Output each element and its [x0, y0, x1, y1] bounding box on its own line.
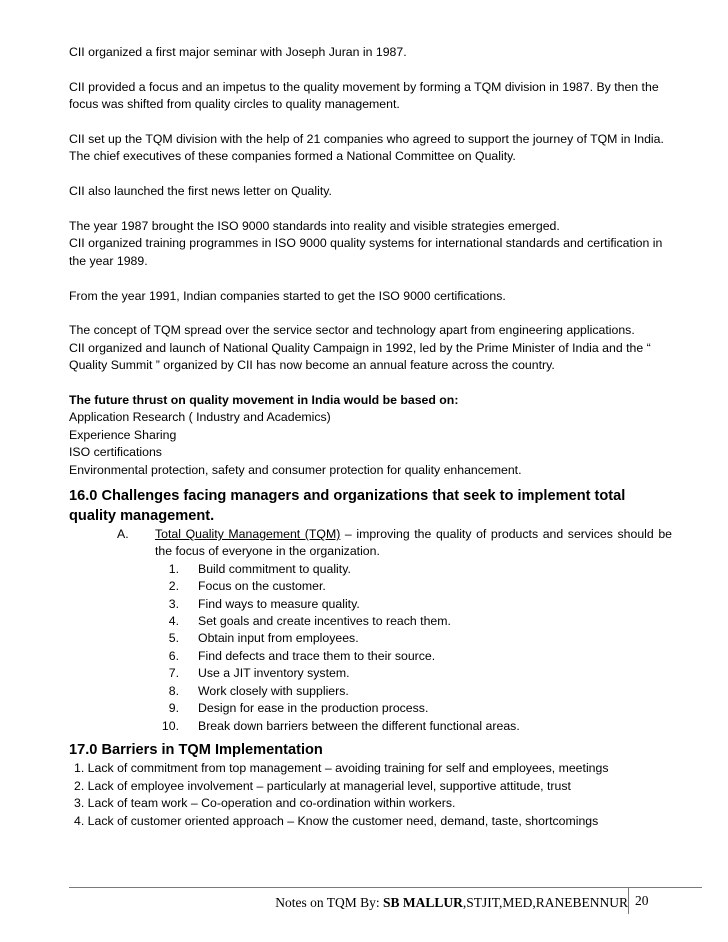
paragraph: CII organized training programmes in ISO 9000 quality systems for international standards and certification in the year 1989.	[69, 236, 663, 268]
list-item: 10. Break down barriers between the different functional areas.	[161, 718, 520, 733]
list-item: 3. Find ways to measure quality.	[168, 596, 360, 611]
section-16-heading: 16.0 Challenges facing managers and organizations that seek to implement total quality management.	[69, 488, 626, 524]
paragraph: The concept of TQM spread over the service sector and technology apart from engineering applications.	[69, 323, 635, 338]
tqm-definition-text: – improving the quality of products and services should be the focus of everyone in the organization.	[155, 527, 673, 559]
page-number: 20	[628, 888, 675, 914]
list-item: 1. Lack of commitment from top management – avoiding training for self and employees, meetings	[74, 761, 609, 776]
paragraph: CII organized and launch of National Quality Campaign in 1992, led by the Prime Minister of India and the “ Quality Summit ” organized by CII has now become an annual feature across the country.	[69, 340, 651, 373]
list-item: 2. Lack of employee involvement – particularly at managerial level, supportive attitude, trust	[74, 778, 571, 793]
list-item: 2. Focus on the customer.	[168, 579, 326, 594]
footer-text: Notes on TQM By: SB MALLUR,STJIT,MED,RANEBENNUR	[275, 895, 628, 910]
future-item: Application Research ( Industry and Academics)	[69, 410, 331, 425]
list-item: 1. Build commitment to quality.	[168, 561, 351, 576]
paragraph: CII also launched the first news letter on Quality.	[69, 184, 332, 199]
list-item: 9. Design for ease in the production process.	[168, 701, 429, 716]
tqm-definition	[155, 526, 672, 561]
footer-divider	[69, 887, 702, 888]
section-17-heading: 17.0 Barriers in TQM Implementation	[69, 741, 323, 758]
paragraph: CII organized a first major seminar with Joseph Juran in 1987.	[69, 45, 407, 59]
paragraph: CII set up the TQM division with the help of 21 companies who agreed to support the journey of TQM in India. The chief executives of these companies formed a National Committee on Quality.	[69, 132, 664, 164]
barriers-list	[74, 760, 672, 830]
list-item: 5. Obtain input from employees.	[168, 631, 359, 646]
future-item: Environmental protection, safety and consumer protection for quality enhancement.	[69, 462, 522, 477]
section-16-item-a	[117, 526, 672, 561]
list-item: 7. Use a JIT inventory system.	[168, 666, 350, 681]
list-item: 6. Find defects and trace them to their source.	[168, 648, 436, 663]
paragraph: CII provided a focus and an impetus to the quality movement by forming a TQM division in 1987. By then the focus was shifted from quality circles to quality management.	[69, 79, 659, 112]
paragraph: From the year 1991, Indian companies started to get the ISO 9000 certifications.	[69, 288, 506, 303]
list-item: 4. Set goals and create incentives to reach them.	[168, 614, 451, 629]
list-item: 3. Lack of team work – Co-operation and co-ordination within workers.	[74, 796, 456, 811]
tqm-term: Total Quality Management (TQM)	[155, 527, 341, 542]
page-content	[69, 44, 672, 830]
future-item: Experience Sharing	[69, 427, 177, 442]
footer-author: SB MALLUR	[382, 895, 463, 910]
tqm-steps-list	[155, 561, 672, 735]
list-item: 4. Lack of customer oriented approach – Know the customer need, demand, taste, shortcomings	[74, 813, 599, 828]
item-letter: A.	[117, 527, 129, 542]
future-item: ISO certifications	[69, 445, 162, 460]
list-item: 8. Work closely with suppliers.	[168, 683, 349, 698]
paragraph: The year 1987 brought the ISO 9000 standards into reality and visible strategies emerged.	[69, 219, 560, 233]
future-heading: The future thrust on quality movement in India would be based on:	[69, 393, 459, 408]
